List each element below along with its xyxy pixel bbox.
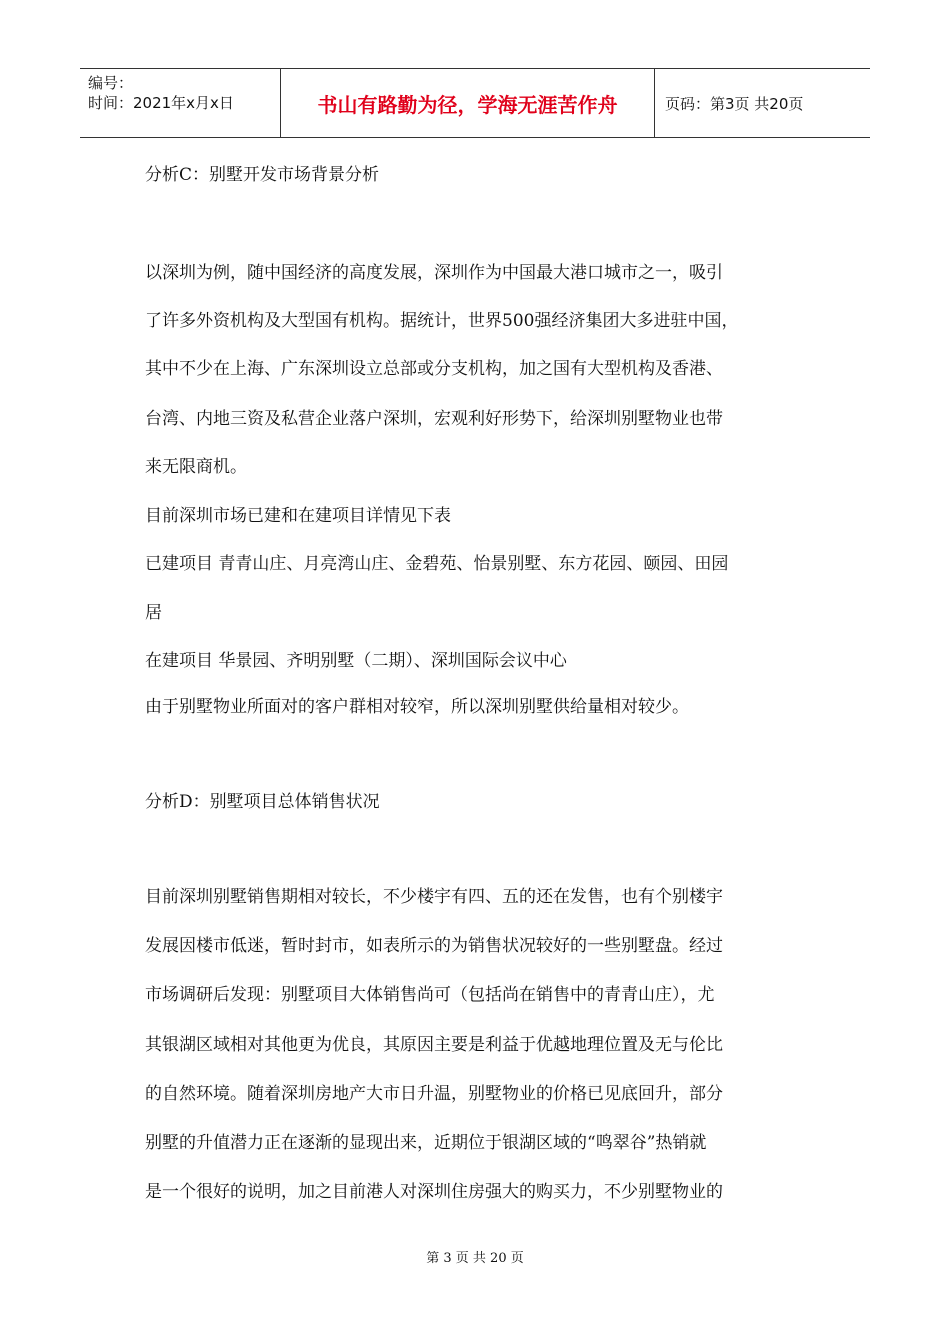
paragraph-line: 其中不少在上海、广东深圳设立总部或分支机构，加之国有大型机构及香港、 — [145, 359, 723, 379]
paragraph-line: 是一个很好的说明，加之目前港人对深圳住房强大的购买力，不少别墅物业的 — [145, 1182, 723, 1202]
paragraph-line: 在建项目 华景园、齐明别墅（二期）、深圳国际会议中心 — [145, 651, 567, 671]
paragraph-line: 的自然环境。随着深圳房地产大市日升温，别墅物业的价格已见底回升，部分 — [145, 1084, 723, 1104]
paragraph-line: 了许多外资机构及大型国有机构。据统计，世界500强经济集团大多进驻中国， — [145, 311, 739, 331]
paragraph-line: 来无限商机。 — [145, 457, 247, 477]
paragraph-line: 台湾、内地三资及私营企业落户深圳，宏观利好形势下，给深圳别墅物业也带 — [145, 409, 723, 429]
page-footer: 第 3 页 共 20 页 — [426, 1251, 524, 1266]
section-heading-d: 分析D：别墅项目总体销售状况 — [145, 792, 380, 812]
header-motto: 书山有路勤为径，学海无涯苦作舟 — [281, 69, 655, 137]
page-header — [80, 68, 870, 138]
paragraph-line: 居 — [145, 603, 162, 623]
header-page-number: 页码：第3页 共20页 — [665, 94, 804, 113]
header-meta — [80, 69, 281, 137]
paragraph-line: 发展因楼市低迷，暂时封市，如表所示的为销售状况较好的一些别墅盘。经过 — [145, 936, 723, 956]
paragraph-line: 别墅的升值潜力正在逐渐的显现出来，近期位于银湖区域的“鸣翠谷”热销就 — [145, 1133, 707, 1153]
section-heading-c: 分析C：别墅开发市场背景分析 — [145, 165, 380, 185]
paragraph-line: 目前深圳别墅销售期相对较长，不少楼宇有四、五的还在发售，也有个别楼宇 — [145, 887, 723, 907]
paragraph-line: 其银湖区域相对其他更为优良，其原因主要是利益于优越地理位置及无与伦比 — [145, 1035, 723, 1055]
paragraph-line: 目前深圳市场已建和在建项目详情见下表 — [145, 506, 451, 526]
document-time-label: 时间：2021年x月x日 — [88, 94, 234, 112]
paragraph-line: 已建项目 青青山庄、月亮湾山庄、金碧苑、怡景别墅、东方花园、颐园、田园 — [145, 554, 729, 574]
paragraph-line: 以深圳为例，随中国经济的高度发展，深圳作为中国最大港口城市之一，吸引 — [145, 263, 723, 283]
paragraph-line: 由于别墅物业所面对的客户群相对较窄，所以深圳别墅供给量相对较少。 — [145, 697, 689, 717]
document-number-label: 编号： — [88, 74, 134, 92]
paragraph-line: 市场调研后发现：别墅项目大体销售尚可（包括尚在销售中的青青山庄），尤 — [145, 985, 715, 1005]
